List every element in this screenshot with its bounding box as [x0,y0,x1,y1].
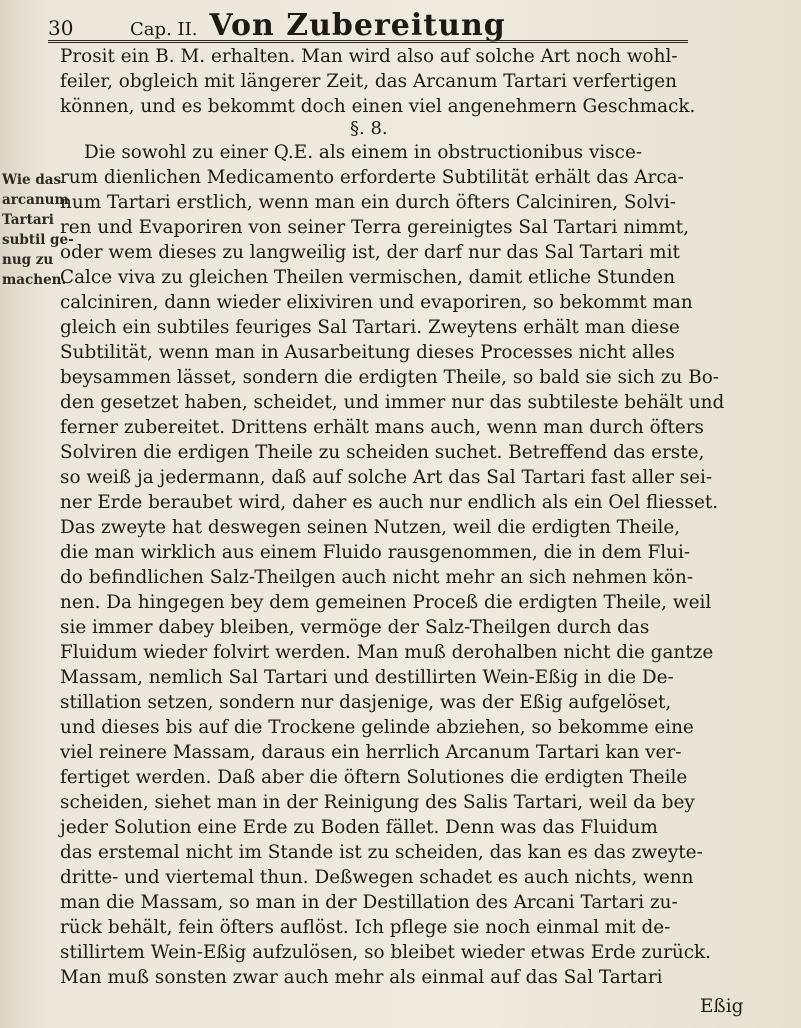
text-line: Massam, nemlich Sal Tartari und destillirten Wein-Eßig in die De- [60,667,674,688]
text-line: Calce viva zu gleichen Theilen vermischen, damit etliche Stunden [60,267,676,288]
text-line: Die sowohl zu einer Q.E. als einem in obstructionibus visce- [84,142,643,163]
text-line: Prosit ein B. M. erhalten. Man wird also auf solche Art noch wohl- [60,46,678,67]
text-line: fertiget werden. Daß aber die öftern Solutiones die erdigten Theile [60,767,688,788]
text-line: jeder Solution eine Erde zu Boden fället. Denn was das Fluidum [60,817,658,838]
text-line: Das zweyte hat deswegen seinen Nutzen, weil die erdigten Theile, [60,517,681,538]
text-line: ren und Evaporiren von seiner Terra gereinigtes Sal Tartari nimmt, [60,217,690,238]
text-line: do befindlichen Salz-Theilgen auch nicht mehr an sich nehmen kön- [60,567,694,588]
text-line: die man wirklich aus einem Fluido rausgenommen, die in dem Flui- [60,542,691,563]
text-line: das erstemal nicht im Stande ist zu scheiden, das kan es das zweyte- [60,842,703,863]
margin-note: subtil ge- [2,232,74,248]
margin-note: arcanum [2,192,69,208]
text-line: dritte- und viertemal thun. Deßwegen schadet es auch nichts, wenn [60,867,694,888]
chapter-label: Cap. II. [130,19,198,40]
text-line: stillirtem Wein-Eßig aufzulösen, so bleibet wieder etwas Erde zurück. [60,942,712,963]
text-line: Man muß sonsten zwar auch mehr als einmal auf das Sal Tartari [60,967,663,988]
text-line: feiler, obgleich mit längerer Zeit, das Arcanum Tartari verfertigen [60,71,678,92]
text-line: calciniren, dann wieder elixiviren und evaporiren, so bekommt man [60,292,693,313]
text-line: beysammen lässet, sondern die erdigten Theile, so bald sie sich zu Bo- [60,367,719,388]
running-title: Von Zubereitung [209,8,506,43]
text-line: und dieses bis auf die Trockene gelinde abziehen, so bekomme eine [60,717,694,738]
text-line: so weiß ja jedermann, daß auf solche Art das Sal Tartari fast aller sei- [60,467,713,488]
text-line: sie immer dabey bleiben, vermöge der Salz-Theilgen durch das [60,617,650,638]
text-line: Subtilität, wenn man in Ausarbeitung dieses Processes nicht alles [60,342,675,363]
running-header [48,8,708,42]
text-line: den gesetzet haben, scheidet, und immer nur das subtileste behält und [60,392,725,413]
text-line: Solviren die erdigen Theile zu scheiden suchet. Betreffend das erste, [60,442,705,463]
text-line: ner Erde beraubet wird, daher es auch nur endlich als ein Oel fliesset. [60,492,719,513]
text-line: scheiden, siehet man in der Reinigung des Salis Tartari, weil da bey [60,792,695,813]
section-number: §. 8. [350,118,388,139]
text-line: stillation setzen, sondern nur dasjenige, was der Eßig aufgelöset, [60,692,672,713]
margin-note: Tartari [2,212,54,228]
margin-note: nug zu [2,252,54,268]
text-line: nen. Da hingegen bey dem gemeinen Proceß die erdigten Theile, weil [60,592,712,613]
margin-note: machen. [2,272,67,288]
text-line: können, und es bekommt doch einen viel angenehmern Geschmack. [60,96,696,117]
header-rule [48,40,688,43]
text-line: gleich ein subtiles feuriges Sal Tartari. Zweytens erhält man diese [60,317,680,338]
text-line: rum dienlichen Medicamento erforderte Subtilität erhält das Arca- [60,167,684,188]
text-line: rück behält, fein öfters auflöst. Ich pflege sie noch einmal mit de- [60,917,671,938]
page-number: 30 [48,16,74,40]
margin-note: Wie das [2,172,62,188]
text-line: viel reinere Massam, daraus ein herrlich Arcanum Tartari kan ver- [60,742,682,763]
text-line: oder wem dieses zu langweilig ist, der darf nur das Sal Tartari mit [60,242,680,263]
text-line: num Tartari erstlich, wenn man ein durch öfters Calciniren, Solvi- [60,192,676,213]
text-line: ferner zubereitet. Drittens erhält mans auch, wenn man durch öfters [60,417,704,438]
catchword: Eßig [700,996,744,1017]
text-line: man die Massam, so man in der Destillation des Arcani Tartari zu- [60,892,678,913]
text-line: Fluidum wieder folvirt werden. Man muß derohalben nicht die gantze [60,642,714,663]
